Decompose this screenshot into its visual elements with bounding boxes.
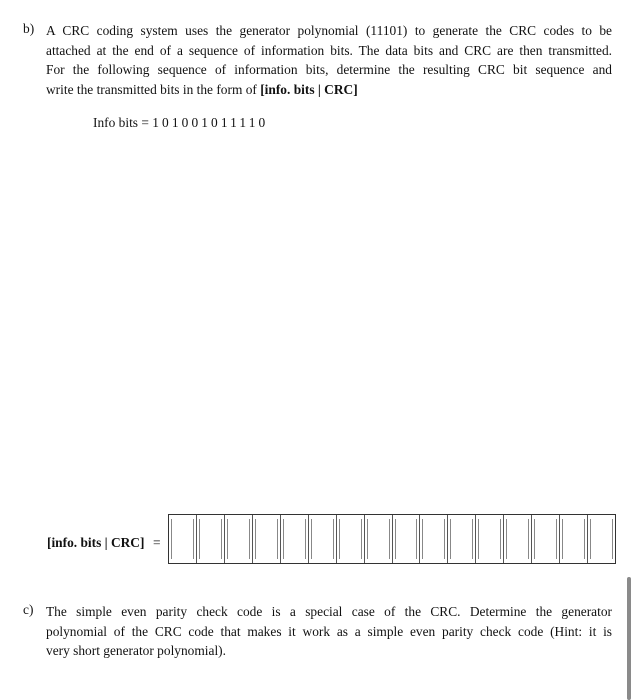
part-c-line-3: very short generator polynomial).: [46, 643, 226, 658]
part-c-label: c): [23, 602, 34, 617]
answer-equals: =: [153, 535, 161, 550]
answer-bit-grid[interactable]: [168, 514, 616, 564]
vertical-scrollbar[interactable]: [627, 577, 631, 700]
part-c-question: [46, 602, 612, 661]
answer-bit-cell[interactable]: [504, 515, 532, 563]
answer-bit-cell-inner: [339, 519, 362, 559]
answer-bit-cell-inner: [450, 519, 473, 559]
part-b-label: b): [23, 21, 35, 36]
answer-bit-cell[interactable]: [532, 515, 560, 563]
part-b-question: [46, 21, 612, 99]
part-b-format-bold: [info. bits | CRC]: [260, 81, 358, 97]
answer-bit-cell-inner: [199, 519, 222, 559]
info-bits-label: Info bits =: [93, 115, 153, 130]
answer-bit-cell[interactable]: [588, 515, 615, 563]
answer-bit-cell[interactable]: [365, 515, 393, 563]
part-b-line-4: [46, 80, 612, 100]
answer-bit-cell-inner: [283, 519, 306, 559]
answer-bit-cell-inner: [422, 519, 445, 559]
part-c-line-1: The simple even parity check code is a special case of the CRC. Determine the generator: [46, 604, 612, 619]
answer-bit-cell[interactable]: [476, 515, 504, 563]
answer-bit-cell[interactable]: [309, 515, 337, 563]
answer-bit-cell-inner: [367, 519, 390, 559]
info-bits-line: [93, 115, 268, 131]
answer-bit-cell-inner: [227, 519, 250, 559]
answer-bit-cell[interactable]: [420, 515, 448, 563]
answer-bit-cell-inner: [534, 519, 557, 559]
info-bits-value: 101001011110: [152, 115, 269, 130]
answer-bit-cell-inner: [255, 519, 278, 559]
answer-bit-cell-inner: [171, 519, 194, 559]
answer-bit-cell-inner: [311, 519, 334, 559]
answer-bit-cell-inner: [506, 519, 529, 559]
answer-bit-cell-inner: [395, 519, 418, 559]
part-b-line-3: For the following sequence of information bits, determine the resulting CRC bit sequence and: [46, 62, 612, 77]
answer-bit-cell[interactable]: [448, 515, 476, 563]
part-b-line-2: attached at the end of a sequence of information bits. The data bits and CRC are then transmitted.: [46, 42, 612, 58]
answer-bit-cell[interactable]: [225, 515, 253, 563]
part-b-line-1: A CRC coding system uses the generator polynomial (11101) to generate the CRC codes to be: [46, 23, 612, 38]
answer-bit-cell[interactable]: [169, 515, 197, 563]
answer-bit-cell[interactable]: [281, 515, 309, 563]
answer-bit-cell[interactable]: [393, 515, 421, 563]
part-b-line-4-text: write the transmitted bits in the form of: [46, 81, 261, 97]
answer-bit-cell-inner: [562, 519, 585, 559]
answer-bit-cell-inner: [590, 519, 613, 559]
part-c-line-2: polynomial of the CRC code that makes it work as a simple even parity check code (Hint: it is: [46, 623, 612, 639]
answer-bit-cell[interactable]: [560, 515, 588, 563]
answer-bit-cell[interactable]: [253, 515, 281, 563]
answer-bit-cell-inner: [478, 519, 501, 559]
answer-bit-cell[interactable]: [197, 515, 225, 563]
answer-bit-cell[interactable]: [337, 515, 365, 563]
answer-label: [info. bits | CRC]: [47, 535, 145, 550]
